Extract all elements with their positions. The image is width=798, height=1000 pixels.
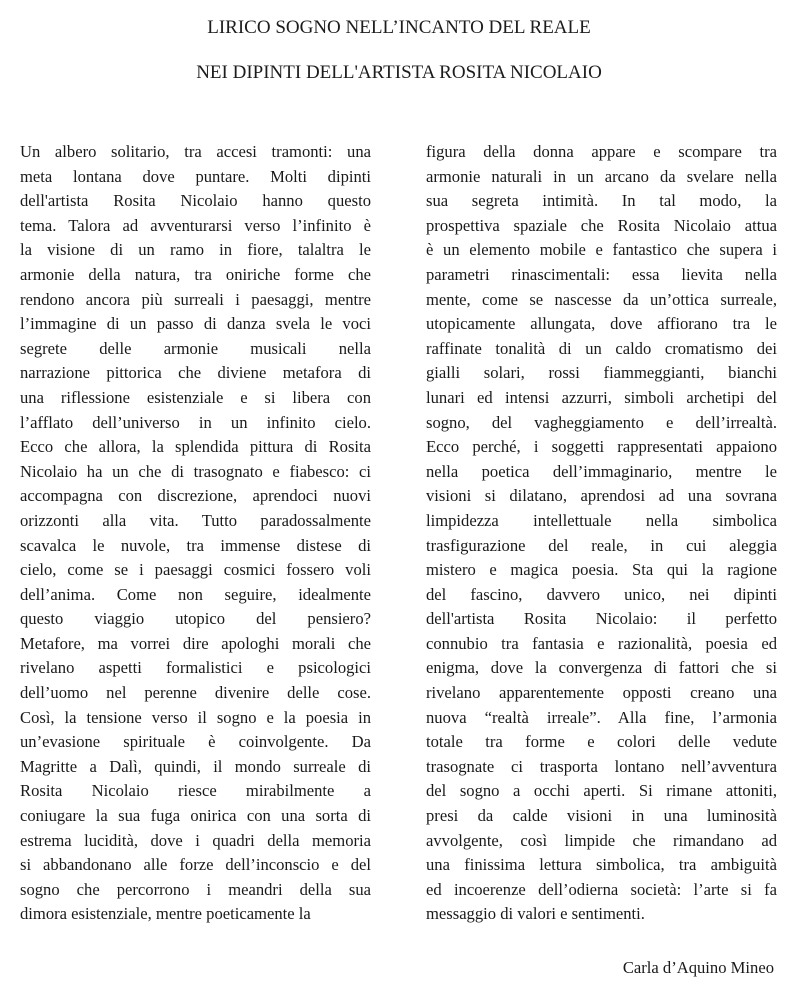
text-line: del sogno a occhi aperti. Si rimane attoniti, (426, 781, 777, 801)
text-line: sogno che percorrono i meandri della sua (20, 879, 371, 899)
text-line: dell'artista Rosita Nicolaio: il perfetto (426, 609, 777, 629)
text-line: connubio tra fantasia e razionalità, poesia ed (426, 633, 777, 653)
text-line: Un albero solitario, tra accesi tramonti: una (20, 142, 371, 161)
text-line: narrazione pittorica che diviene metafora di (20, 363, 371, 383)
text-line: scavalca le nuvole, tra immense distese di (20, 535, 371, 555)
text-line: utopicamente allungata, dove affiorano tra le (426, 314, 777, 334)
text-line: Metafore, ma vorrei dire apologhi morali che (20, 633, 371, 653)
text-line: meta lontana dove puntare. Molti dipinti (20, 166, 371, 186)
text-line: ed incoerenze dell’odierna società: l’arte si fa (426, 879, 777, 899)
text-line: dimora esistenziale, mentre poeticamente la (20, 904, 311, 924)
text-line: Magritte a Dalì, quindi, il mondo surreale di (20, 756, 371, 776)
text-line: mistero e magica poesia. Sta qui la ragione (426, 560, 777, 580)
text-line: Ecco perché, i soggetti rappresentati appaiono (426, 437, 777, 457)
text-line: rendono ancora più surreali i paesaggi, mentre (20, 289, 371, 309)
article-title-line-2: NEI DIPINTI DELL'ARTISTA ROSITA NICOLAIO (196, 62, 602, 83)
text-line: sua segreta intimità. In tal modo, la (426, 191, 777, 211)
text-line: Nicolaio ha un che di trasognato e fiabesco: ci (20, 461, 371, 481)
text-line: dell'artista Rosita Nicolaio hanno questo (20, 191, 371, 211)
text-line: rivelano aspetti formalistici e psicologici (20, 658, 371, 678)
text-line: gialli solari, rossi fiammeggianti, bianchi (426, 363, 777, 383)
text-line: Così, la tensione verso il sogno e la poesia in (20, 707, 371, 727)
text-line: sogno, del vagheggiamento e dell’irrealtà. (426, 412, 777, 432)
text-line: figura della donna appare e scompare tra (426, 142, 777, 161)
text-line: mente, come se nascesse da un’ottica surreale, (426, 289, 777, 309)
right-text-column (426, 140, 777, 927)
text-line: avvolgente, così limpide che rimandano ad (426, 830, 777, 850)
text-line: trasfigurazione del reale, in cui aleggia (426, 535, 777, 555)
text-line: un’evasione spirituale è coinvolgente. Da (20, 732, 371, 752)
text-line: nuova “realtà irreale”. Alla fine, l’armonia (426, 707, 777, 727)
text-line: presi da calde visioni in una luminosità (426, 806, 777, 826)
text-line: armonie naturali in un arcano da svelare nella (426, 166, 777, 186)
text-line: è un elemento mobile e fantastico che supera i (426, 240, 777, 260)
text-line: lunari ed intensi azzurri, simboli archetipi del (426, 387, 777, 407)
text-line: rivelano apparentemente opposti creano una (426, 683, 777, 703)
text-line: la visione di un ramo in fiore, talaltra le (20, 240, 371, 260)
text-line: questo viaggio utopico del pensiero? (20, 609, 371, 629)
text-line: trasognate ci trasporta lontano nell’avventura (426, 756, 777, 776)
text-line: estrema lucidità, dove i quadri della memoria (20, 830, 371, 850)
text-line: l’afflato dell’universo in un infinito cielo. (20, 412, 371, 432)
text-line: Ecco che allora, la splendida pittura di Rosita (20, 437, 371, 457)
text-line: una finissima lettura simbolica, tra ambiguità (426, 855, 777, 875)
text-line: accompagna con discrezione, aprendoci nuovi (20, 486, 371, 506)
text-line: enigma, dove la convergenza di fattori che si (426, 658, 777, 678)
text-line: segrete delle armonie musicali nella (20, 338, 371, 358)
text-line: coniugare la sua fuga onirica con una sorta di (20, 806, 371, 826)
text-line: l’immagine di un passo di danza svela le voci (20, 314, 371, 334)
text-line: dell’uomo nel perenne divenire delle cose. (20, 683, 371, 703)
author-signature: Carla d’Aquino Mineo (622, 958, 774, 977)
text-line: totale tra forme e colori delle vedute (426, 732, 777, 752)
left-text-column (20, 140, 371, 927)
text-line: si abbandonano alle forze dell’inconscio e del (20, 855, 371, 875)
text-line: parametri rinascimentali: essa lievita nella (426, 264, 777, 284)
text-line: messaggio di valori e sentimenti. (426, 904, 645, 924)
text-line: armonie della natura, tra oniriche forme che (20, 264, 371, 284)
text-line: prospettiva spaziale che Rosita Nicolaio attua (426, 215, 777, 235)
text-line: nella poetica dell’immaginario, mentre le (426, 461, 777, 481)
article-title-line-1: LIRICO SOGNO NELL’INCANTO DEL REALE (207, 17, 591, 38)
text-line: tema. Talora ad avventurarsi verso l’infinito è (20, 215, 371, 235)
text-line: Rosita Nicolaio riesce mirabilmente a (20, 781, 371, 801)
text-line: una riflessione esistenziale e si libera con (20, 387, 371, 407)
text-line: raffinate tonalità di un caldo cromatismo dei (426, 338, 777, 358)
text-line: orizzonti alla vita. Tutto paradossalmente (20, 510, 371, 530)
text-line: dell’anima. Come non seguire, idealmente (20, 584, 371, 604)
text-line: visioni si dilatano, aprendosi ad una sovrana (426, 486, 777, 506)
text-line: limpidezza intellettuale nella simbolica (426, 510, 777, 530)
text-line: cielo, come se i paesaggi cosmici fossero voli (20, 560, 371, 580)
text-line: del fascino, davvero unico, nei dipinti (426, 584, 777, 604)
